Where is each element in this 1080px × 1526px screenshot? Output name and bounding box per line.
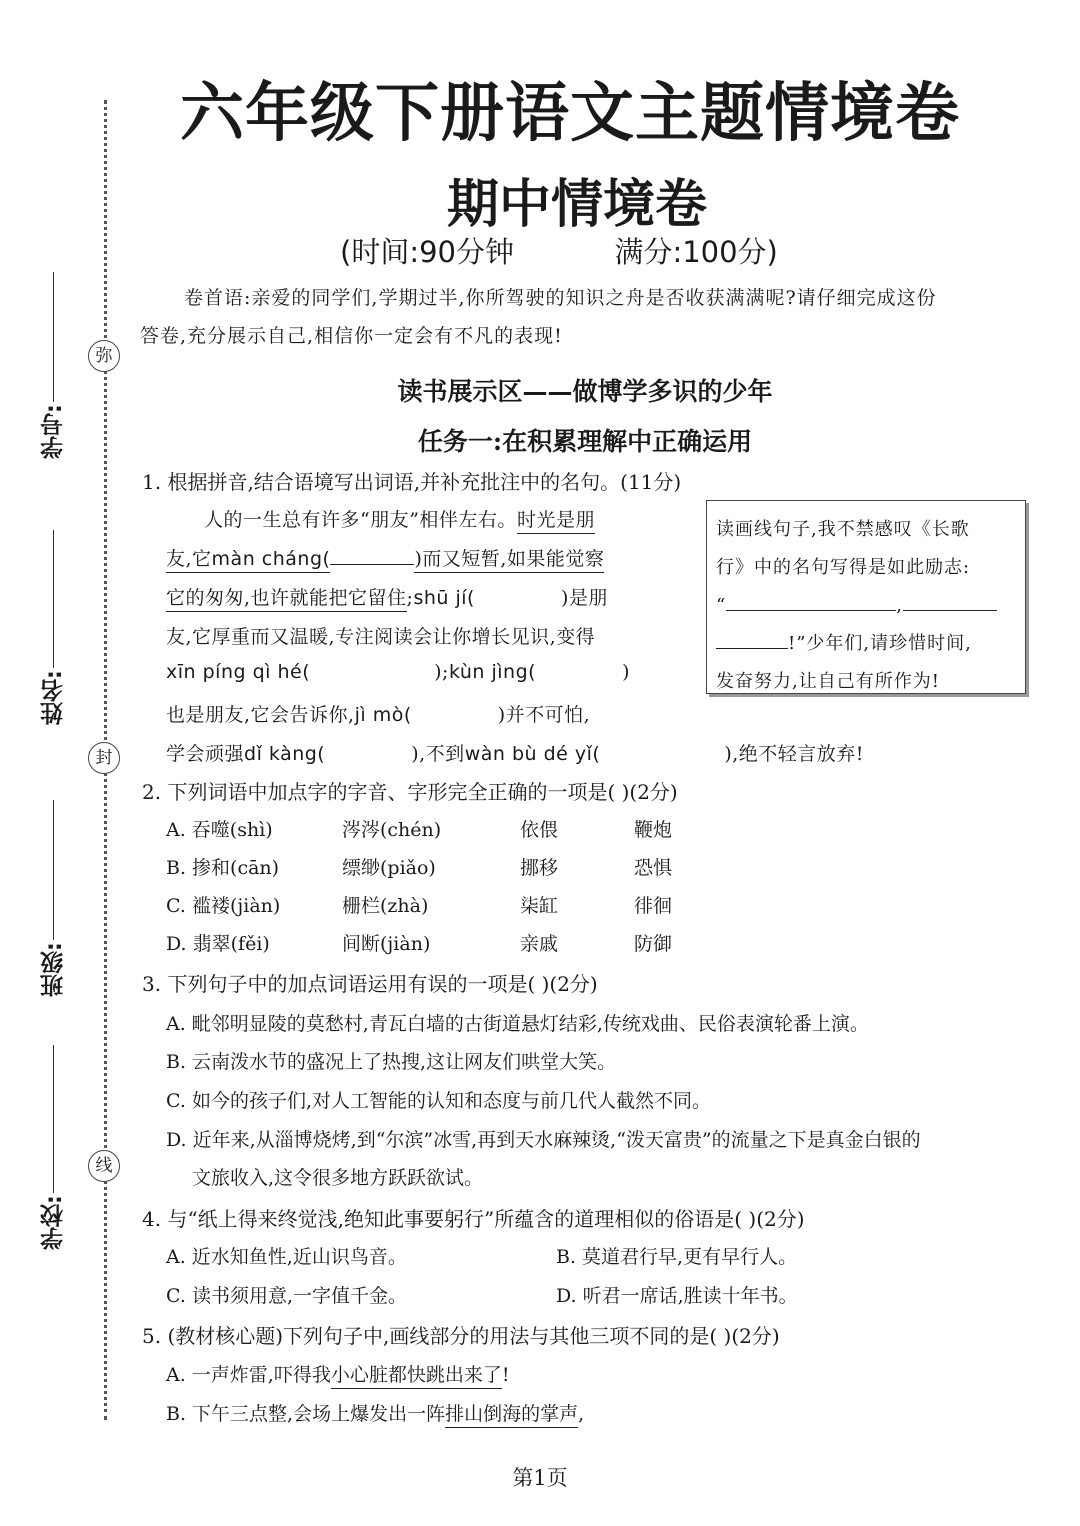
- q5-option-a[interactable]: [166, 1360, 510, 1387]
- q2-option-b-word-2: 缥缈(piǎo): [342, 857, 436, 879]
- q2-option-a-word-1[interactable]: A. 吞噬(shì): [166, 819, 273, 841]
- pinyin-man-chang: màn cháng(: [212, 548, 331, 573]
- q1-underlined-text: 它的匆匆,也许就能把它留住: [166, 587, 407, 612]
- annotation-line-3: [716, 587, 1024, 625]
- q4-option-b[interactable]: B. 莫道君行早,更有早行人。: [556, 1246, 798, 1268]
- q2-option-a-word-3: 依偎: [520, 819, 559, 841]
- comma: ,: [896, 595, 903, 616]
- exam-title: 六年级下册语文主题情境卷: [180, 77, 960, 151]
- q1-text: )并不可怕,: [497, 704, 591, 726]
- q3-option-c[interactable]: C. 如今的孩子们,对人工智能的认知和态度与前几代人截然不同。: [166, 1090, 711, 1112]
- q5-a-punct: !: [501, 1364, 510, 1386]
- preface: [140, 279, 1050, 355]
- quote-blank-2[interactable]: [903, 610, 997, 611]
- q1-passage-line-4: 友,它厚重而又温暖,专注阅读会让你增长见识,变得: [166, 626, 596, 648]
- q4-option-c[interactable]: C. 读书须用意,一字值千金。: [166, 1285, 407, 1307]
- q1-text: ),绝不轻言放弃!: [724, 743, 864, 765]
- q5-a-text: A. 一声炸雷,吓得我: [166, 1364, 331, 1386]
- section-title: 读书展示区——做博学多识的少年: [397, 377, 773, 406]
- q1-text: )是朋: [560, 587, 608, 609]
- q2-option-a-word-2: 涔涔(chén): [342, 819, 442, 841]
- pinyin-ji-mo: jì mò(: [354, 704, 412, 726]
- pinyin-di-kang: dǐ kàng(: [244, 743, 326, 765]
- full-score: 满分:100分): [614, 235, 778, 269]
- q2-option-a-word-4: 鞭炮: [634, 819, 673, 841]
- q1-passage-line-3: [166, 583, 608, 610]
- q5-option-b[interactable]: [166, 1399, 584, 1426]
- annotation-line-4: [716, 625, 1024, 663]
- q4-option-a[interactable]: A. 近水知鱼性,近山识鸟音。: [166, 1246, 407, 1268]
- q3-option-d-continued: 文旅收入,这令很多地方跃跃欲试。: [192, 1167, 484, 1189]
- q4-stem: 4. 与“纸上得来终觉浅,绝知此事要躬行”所蕴含的道理相似的俗语是( )(2分): [142, 1207, 805, 1231]
- pinyin-xin-ping-qi-he: xīn píng qì hé(: [166, 661, 311, 683]
- annotation-line-5: 发奋努力,让自己有所作为!: [716, 671, 940, 692]
- annotation-line-1: 读画线句子,我不禁感叹《长歌: [716, 519, 970, 540]
- q2-option-c-word-1[interactable]: C. 褴褛(jiàn): [166, 895, 281, 917]
- q2-option-c-word-3: 柒缸: [520, 895, 559, 917]
- q2-option-b-word-1[interactable]: B. 掺和(cān): [166, 857, 280, 879]
- time-limit: (时间:90分钟: [340, 235, 514, 269]
- name-line: [53, 530, 54, 668]
- page-number: 第1页: [512, 1466, 568, 1490]
- q5-b-underlined: 排山倒海的掌声: [445, 1403, 578, 1428]
- seal-feng: 封: [88, 742, 120, 774]
- preface-line-2: 答卷,充分展示自己,相信你一定会有不凡的表现!: [140, 325, 563, 347]
- exam-subtitle: 期中情境卷: [446, 175, 707, 235]
- pinyin-kun-jing: kùn jìng(: [448, 661, 537, 683]
- q1-passage-line-7: [166, 739, 864, 766]
- q4-option-d[interactable]: D. 听君一席话,胜读十年书。: [556, 1285, 798, 1307]
- q1-underlined-text: )而又短暂,如果能觉察: [414, 548, 604, 573]
- class-label: 班级:: [40, 942, 67, 998]
- q2-option-c-word-4: 徘徊: [634, 895, 673, 917]
- pinyin-shu-ji: shū jí(: [413, 587, 475, 609]
- pinyin-wan-bu-de-yi: wàn bù dé yǐ(: [464, 743, 601, 765]
- annotation-line-2: 行》中的名句写得是如此励志:: [716, 557, 971, 578]
- q2-option-d-word-4: 防御: [634, 933, 673, 955]
- q1-text: ),不到: [411, 743, 465, 765]
- q1-passage-line-2: [166, 544, 604, 571]
- q2-option-d-word-2: 间断(jiàn): [342, 933, 431, 955]
- seal-mi: 弥: [88, 340, 120, 372]
- exam-time-info: [340, 230, 778, 271]
- school-line: [53, 1045, 54, 1193]
- q3-option-d[interactable]: D. 近年来,从淄博烧烤,到“尔滨”冰雪,再到天水麻辣烫,“泼天富贵”的流量之下是真金白银的: [166, 1129, 921, 1151]
- q1-passage-line-6: [166, 700, 590, 727]
- school-label: 学校:: [40, 1195, 67, 1251]
- open-quote: “: [716, 595, 727, 616]
- q2-option-d-word-1[interactable]: D. 翡翠(fěi): [166, 933, 270, 955]
- q1-passage-line-5: [166, 661, 630, 683]
- q3-option-b[interactable]: B. 云南泼水节的盛况上了热搜,这让网友们哄堂大笑。: [166, 1051, 617, 1073]
- quote-blank-1[interactable]: [726, 610, 896, 611]
- q1-stem: 1. 根据拼音,结合语境写出词语,并补充批注中的名句。(11分): [142, 470, 682, 494]
- seal-xian: 线: [88, 1150, 120, 1182]
- q1-text: ): [622, 661, 630, 683]
- quote-blank-3[interactable]: [716, 648, 788, 649]
- q5-b-punct: ,: [578, 1403, 585, 1425]
- q3-option-a[interactable]: A. 毗邻明显陵的莫愁村,青瓦白墙的古街道悬灯结彩,传统戏曲、民俗表演轮番上演。: [166, 1013, 869, 1035]
- q5-a-underlined: 小心脏都快跳出来了: [331, 1364, 502, 1389]
- q3-stem: 3. 下列句子中的加点词语运用有误的一项是( )(2分): [142, 972, 598, 996]
- school-field[interactable]: [36, 1045, 70, 1250]
- answer-blank[interactable]: [330, 564, 414, 565]
- q2-option-d-word-3: 亲戚: [520, 933, 559, 955]
- name-label: 姓名:: [40, 670, 67, 726]
- q1-text: );: [434, 661, 449, 683]
- name-field[interactable]: [36, 530, 70, 725]
- student-id-label: 学号:: [40, 404, 67, 460]
- q1-underlined-text: 友,它: [166, 548, 212, 573]
- q1-passage-line-1: [204, 505, 595, 532]
- q1-text: 也是朋友,它会告诉你,: [166, 704, 355, 726]
- q2-option-b-word-4: 恐惧: [634, 857, 673, 879]
- class-line: [53, 800, 54, 940]
- q1-text: 人的一生总有许多“朋友”相伴左右。: [204, 509, 517, 531]
- q2-option-c-word-2: 栅栏(zhà): [342, 895, 429, 917]
- annotation-text: [716, 511, 1024, 701]
- q5-stem: 5. (教材核心题)下列句子中,画线部分的用法与其他三项不同的是( )(2分): [142, 1324, 780, 1348]
- annotation-text-4: !”少年们,请珍惜时间,: [788, 633, 972, 654]
- q2-stem: 2. 下列词语中加点字的字音、字形完全正确的一项是( )(2分): [142, 780, 678, 804]
- class-field[interactable]: [36, 800, 70, 997]
- q1-underlined-text: 时光是朋: [517, 509, 595, 534]
- task-title: 任务一:在积累理解中正确运用: [417, 427, 753, 456]
- preface-line-1: 卷首语:亲爱的同学们,学期过半,你所驾驶的知识之舟是否收获满满呢?请仔细完成这份: [184, 287, 937, 309]
- q1-text: 学会顽强: [166, 743, 245, 765]
- q5-b-text: B. 下午三点整,会场上爆发出一阵: [166, 1403, 446, 1425]
- q1-text: ;: [406, 587, 414, 609]
- q2-option-b-word-3: 挪移: [520, 857, 559, 879]
